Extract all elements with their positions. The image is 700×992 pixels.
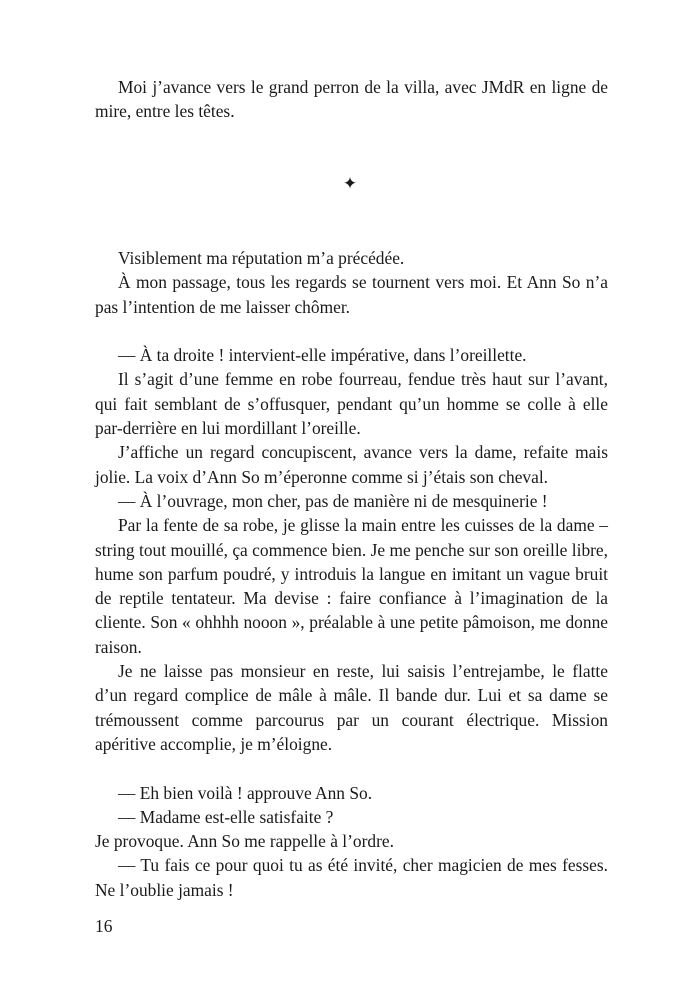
text-block-main [95, 246, 608, 902]
dialogue-line: — Tu fais ce pour quoi tu as été invité, cher magicien de mes fesses. Ne l’oublie jamais ! [95, 855, 608, 900]
paragraph: Je ne laisse pas monsieur en reste, lui saisis l’entrejambe, le flatte d’un regard complice de mâle à mâle. Il bande dur. Lui et sa dame se trémoussent comme parcourus par un courant électrique. Mission apéritive accomplie, je m’éloigne. [95, 661, 608, 754]
dialogue-line: — À l’ouvrage, mon cher, pas de manière ni de mesquinerie ! [118, 490, 548, 511]
dialogue-line: — Madame est-elle satisfaite ? [118, 806, 334, 827]
paragraph: J’affiche un regard concupiscent, avance vers la dame, refaite mais jolie. La voix d’Ann So m’éperonne comme si j’étais son cheval. [95, 442, 608, 487]
dialogue-line: — À ta droite ! intervient-elle impérative, dans l’oreillette. [118, 345, 527, 366]
paragraph: Moi j’avance vers le grand perron de la villa, avec JMdR en ligne de mire, entre les têtes. [95, 77, 608, 122]
page-number: 16 [95, 916, 113, 936]
text-block-top [95, 75, 608, 124]
paragraph: Il s’agit d’une femme en robe fourreau, fendue très haut sur l’avant, qui fait semblant de s’offusquer, pendant qu’un homme se colle à elle par-derrière en lui mordillant l’oreille. [95, 369, 608, 439]
dialogue-line: — Eh bien voilà ! approuve Ann So. [118, 782, 373, 803]
paragraph: À mon passage, tous les regards se tournent vers moi. Et Ann So n’a pas l’intention de me laisser chômer. [95, 272, 608, 317]
paragraph: Par la fente de sa robe, je glisse la main entre les cuisses de la dame – string tout mouillé, ça commence bien. Je me penche sur son oreille libre, hume son parfum poudré, y introduis la langue en imitant un vague bruit de reptile tentateur. Ma devise : faire confiance à l’imagination de la cliente. Son « ohhhh nooon », préalable à une petite pâmoison, me donne raison. [95, 515, 608, 657]
paragraph: Je provoque. Ann So me rappelle à l’ordre. [95, 831, 394, 852]
section-break-ornament: ✦ [342, 174, 358, 194]
paragraph: Visiblement ma réputation m’a précédée. [118, 248, 405, 268]
